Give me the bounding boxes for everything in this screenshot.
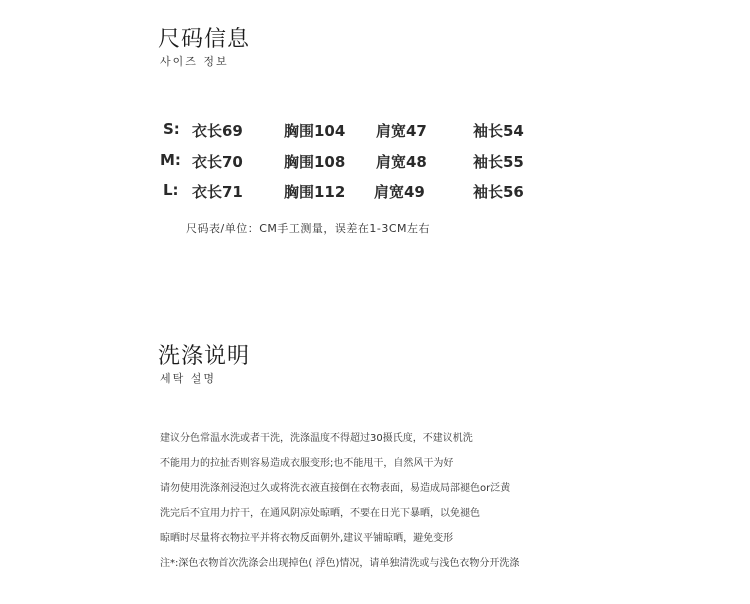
shoulder-value: 肩宽49 xyxy=(374,183,425,201)
wash-line: 不能用力的拉扯否则容易造成衣服变形;也不能甩干，自然风干为好 xyxy=(160,458,454,469)
length-value: 衣长71 xyxy=(192,183,243,201)
sleeve-value: 袖长56 xyxy=(473,183,524,201)
length-value: 衣长69 xyxy=(192,122,243,140)
size-label: S: xyxy=(163,120,180,138)
size-label: L: xyxy=(163,181,179,199)
chest-value: 胸围104 xyxy=(284,122,346,140)
size-label: M: xyxy=(160,151,181,169)
size-section-title: 尺码信息 xyxy=(158,27,251,52)
wash-line: 注*:深色衣物首次洗涤会出现掉色( 浮色)情况，请单独清洗或与浅色衣物分开洗涤 xyxy=(160,558,520,569)
size-section-subtitle: 사이즈 정보 xyxy=(160,55,229,68)
wash-line: 建议分色常温水洗或者干洗，洗涤温度不得超过30摄氏度，不建议机洗 xyxy=(160,433,473,444)
chest-value: 胸围112 xyxy=(284,183,346,201)
wash-line: 晾晒时尽量将衣物拉平并将衣物反面朝外,建议平铺晾晒，避免变形 xyxy=(160,533,454,544)
sleeve-value: 袖长55 xyxy=(473,153,524,171)
wash-section-title: 洗涤说明 xyxy=(158,344,251,369)
length-value: 衣长70 xyxy=(192,153,243,171)
shoulder-value: 肩宽47 xyxy=(376,122,427,140)
wash-line: 请勿使用洗涤剂浸泡过久或将洗衣液直接倒在衣物表面，易造成局部褪色or泛黄 xyxy=(160,483,511,494)
chest-value: 胸围108 xyxy=(284,153,346,171)
wash-section-subtitle: 세탁 설명 xyxy=(160,372,217,385)
size-note: 尺码表/单位：CM手工测量，误差在1-3CM左右 xyxy=(186,222,431,235)
sleeve-value: 袖长54 xyxy=(473,122,524,140)
wash-line: 洗完后不宜用力拧干，在通风阴凉处晾晒，不要在日光下暴晒，以免褪色 xyxy=(160,508,480,519)
shoulder-value: 肩宽48 xyxy=(376,153,427,171)
